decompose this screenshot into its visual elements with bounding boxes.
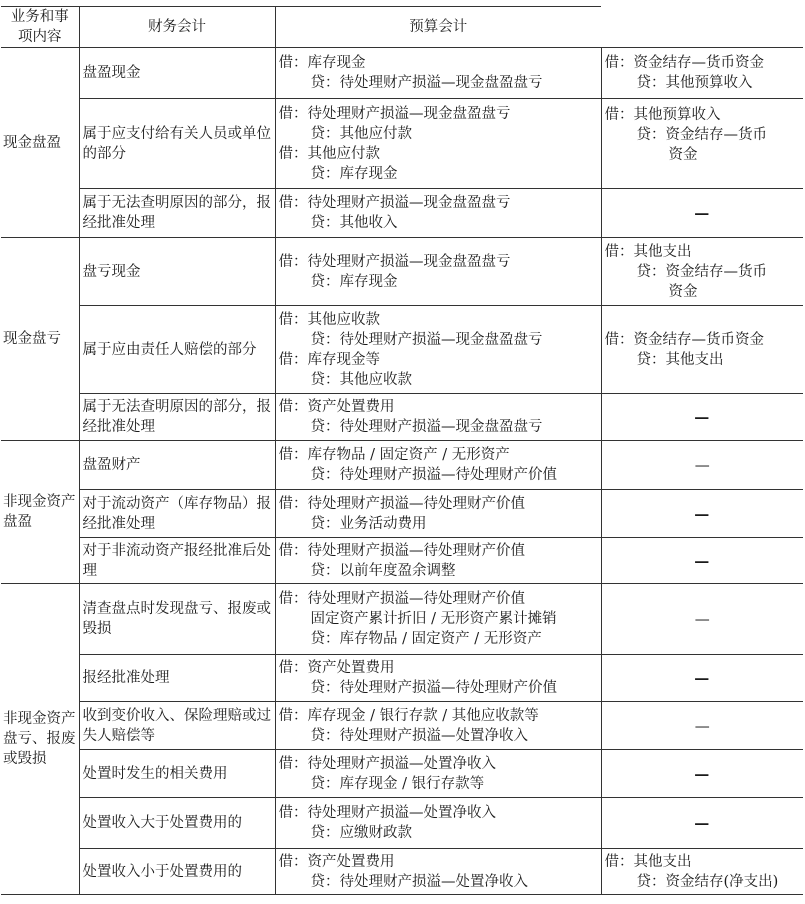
entry-line: 借：资产处置费用 — [278, 399, 395, 415]
item-cell: 属于无法查明原因的部分，报经批准处理 — [79, 189, 275, 238]
table-row — [1, 849, 803, 895]
finance-entry-cell — [275, 306, 601, 394]
entry-line: 借：待处理财产损溢—现金盘盈盘亏 — [278, 253, 511, 270]
header-financial-accounting: 财务会计 — [79, 7, 275, 48]
budget-empty-dash: — — [601, 798, 803, 849]
entry-line: 贷：待处理财产损溢—处置净收入 — [310, 727, 528, 744]
entry-line: 借：待处理财产损溢—处置净收入 — [278, 755, 496, 772]
entry-line: 借：库存现金等 — [278, 351, 380, 368]
budget-empty-dash: — — [601, 655, 803, 702]
entry-line: 资金 — [668, 283, 698, 300]
finance-entry-cell — [275, 584, 601, 655]
budget-entry-cell — [601, 48, 803, 99]
entry-line: 贷：待处理财产损溢—处置净收入 — [310, 873, 528, 890]
finance-entry-cell — [275, 702, 601, 750]
table-row — [1, 750, 803, 798]
budget-entry-cell — [601, 99, 803, 189]
header-budget-accounting: 预算会计 — [275, 7, 601, 48]
table-row — [1, 655, 803, 702]
finance-entry-cell — [275, 538, 601, 584]
entry-line: 借：资金结存—货币资金 — [604, 55, 764, 71]
entry-line: 贷：其他应收款 — [310, 371, 412, 388]
entry-line: 贷：库存现金 — [310, 165, 398, 182]
table-row — [1, 394, 803, 441]
table-row — [1, 238, 803, 306]
header-business-content: 业务和事项内容 — [1, 7, 79, 48]
entry-line: 贷：以前年度盈余调整 — [310, 562, 456, 579]
entry-line: 固定资产累计折旧 / 无形资产累计摊销 — [310, 611, 557, 627]
table-row — [1, 702, 803, 750]
finance-entry-cell — [275, 238, 601, 306]
entry-line: 贷：库存现金 / 银行存款等 — [310, 775, 485, 792]
table-row — [1, 99, 803, 189]
entry-line: 借：其他应付款 — [278, 145, 380, 162]
item-cell: 报经批准处理 — [79, 655, 275, 702]
entry-line: 借：待处理财产损溢—待处理财产价值 — [278, 591, 525, 607]
entry-line: 贷：资金结存—货币 — [636, 127, 767, 143]
entry-line: 借：库存物品 / 固定资产 / 无形资产 — [278, 447, 510, 463]
budget-entry-cell — [601, 306, 803, 394]
entry-line: 贷：业务活动费用 — [310, 515, 427, 532]
entry-line: 贷：待处理财产损溢—待处理财产价值 — [310, 680, 557, 696]
entry-line: 贷：待处理财产损溢—现金盘盈盘亏 — [310, 331, 543, 348]
item-cell: 属于应支付给有关人员或单位的部分 — [79, 99, 275, 189]
item-cell: 盘盈财产 — [79, 441, 275, 490]
finance-entry-cell — [275, 655, 601, 702]
entry-line: 贷：资金结存—货币 — [636, 263, 767, 280]
category-cell: 非现金资产盘亏、报废或毁损 — [1, 584, 79, 895]
entry-line: 借：待处理财产损溢—现金盘盈盘亏 — [278, 195, 511, 211]
budget-empty-dash: — — [601, 538, 803, 584]
budget-entry-cell — [601, 238, 803, 306]
item-cell: 处置收入小于处置费用的 — [79, 849, 275, 895]
table-row — [1, 538, 803, 584]
entry-line: 贷：资金结存(净支出) — [636, 873, 779, 890]
budget-empty-dash: — — [601, 490, 803, 538]
entry-line: 借：资产处置费用 — [278, 660, 395, 676]
item-cell: 属于无法查明原因的部分，报经批准处理 — [79, 394, 275, 441]
budget-empty-dash: — — [601, 750, 803, 798]
entry-line: 借：其他预算收入 — [604, 107, 721, 123]
entry-line: 贷：其他收入 — [310, 215, 398, 231]
item-cell: 处置时发生的相关费用 — [79, 750, 275, 798]
category-cell: 非现金资产盘盈 — [1, 441, 79, 584]
entry-line: 借：待处理财产损溢—处置净收入 — [278, 805, 496, 821]
item-cell: 对于流动资产（库存物品）报经批准处理 — [79, 490, 275, 538]
item-cell: 处置收入大于处置费用的 — [79, 798, 275, 849]
table-row — [1, 48, 803, 99]
budget-empty-dash: — — [601, 394, 803, 441]
item-cell: 清查盘点时发现盘亏、报废或毁损 — [79, 584, 275, 655]
entry-line: 贷：应缴财政款 — [310, 825, 412, 841]
item-cell: 盘亏现金 — [79, 238, 275, 306]
table-row — [1, 584, 803, 655]
finance-entry-cell — [275, 849, 601, 895]
budget-empty-dash: — — [601, 441, 803, 490]
entry-line: 借：待处理财产损溢—待处理财产价值 — [278, 495, 525, 512]
budget-entry-cell — [601, 849, 803, 895]
table-row — [1, 189, 803, 238]
entry-line: 贷：其他预算收入 — [636, 75, 753, 91]
item-cell: 盘盈现金 — [79, 48, 275, 99]
entry-line: 贷：待处理财产损溢—现金盘盈盘亏 — [310, 419, 543, 435]
finance-entry-cell — [275, 99, 601, 189]
entry-line: 借：库存现金 — [278, 55, 366, 71]
entry-line: 借：其他支出 — [604, 853, 692, 870]
entry-line: 资金 — [668, 147, 698, 163]
category-cell: 现金盘亏 — [1, 238, 79, 441]
budget-empty-dash: — — [601, 189, 803, 238]
finance-entry-cell — [275, 48, 601, 99]
entry-line: 借：其他支出 — [604, 243, 692, 260]
entry-line: 贷：待处理财产损溢—现金盘盈盘亏 — [310, 75, 543, 91]
entry-line: 贷：库存物品 / 固定资产 / 无形资产 — [310, 631, 542, 647]
entry-line: 借：待处理财产损溢—现金盘盈盘亏 — [278, 105, 511, 122]
entry-line: 借：资产处置费用 — [278, 853, 395, 870]
finance-entry-cell — [275, 798, 601, 849]
finance-entry-cell — [275, 750, 601, 798]
entry-line: 贷：库存现金 — [310, 273, 398, 290]
entry-line: 借：资金结存—货币资金 — [604, 331, 764, 348]
item-cell: 对于非流动资产报经批准后处理 — [79, 538, 275, 584]
entry-line: 借：其他应收款 — [278, 311, 380, 328]
entry-line: 贷：其他应付款 — [310, 125, 412, 142]
table-row — [1, 306, 803, 394]
entry-line: 贷：其他支出 — [636, 351, 724, 368]
budget-empty-dash: — — [601, 702, 803, 750]
category-cell: 现金盘盈 — [1, 48, 79, 238]
finance-entry-cell — [275, 189, 601, 238]
table-row — [1, 798, 803, 849]
entry-line: 借：待处理财产损溢—待处理财产价值 — [278, 542, 525, 559]
entry-line: 借：库存现金 / 银行存款 / 其他应收款等 — [278, 707, 539, 724]
item-cell: 属于应由责任人赔偿的部分 — [79, 306, 275, 394]
item-cell: 收到变价收入、保险理赔或过失人赔偿等 — [79, 702, 275, 750]
finance-entry-cell — [275, 394, 601, 441]
entry-line: 贷：待处理财产损溢—待处理财产价值 — [310, 467, 557, 483]
finance-entry-cell — [275, 441, 601, 490]
table-row — [1, 441, 803, 490]
table-header-row — [1, 7, 803, 48]
table-row — [1, 490, 803, 538]
finance-entry-cell — [275, 490, 601, 538]
accounting-table — [1, 6, 803, 895]
budget-empty-dash: — — [601, 584, 803, 655]
